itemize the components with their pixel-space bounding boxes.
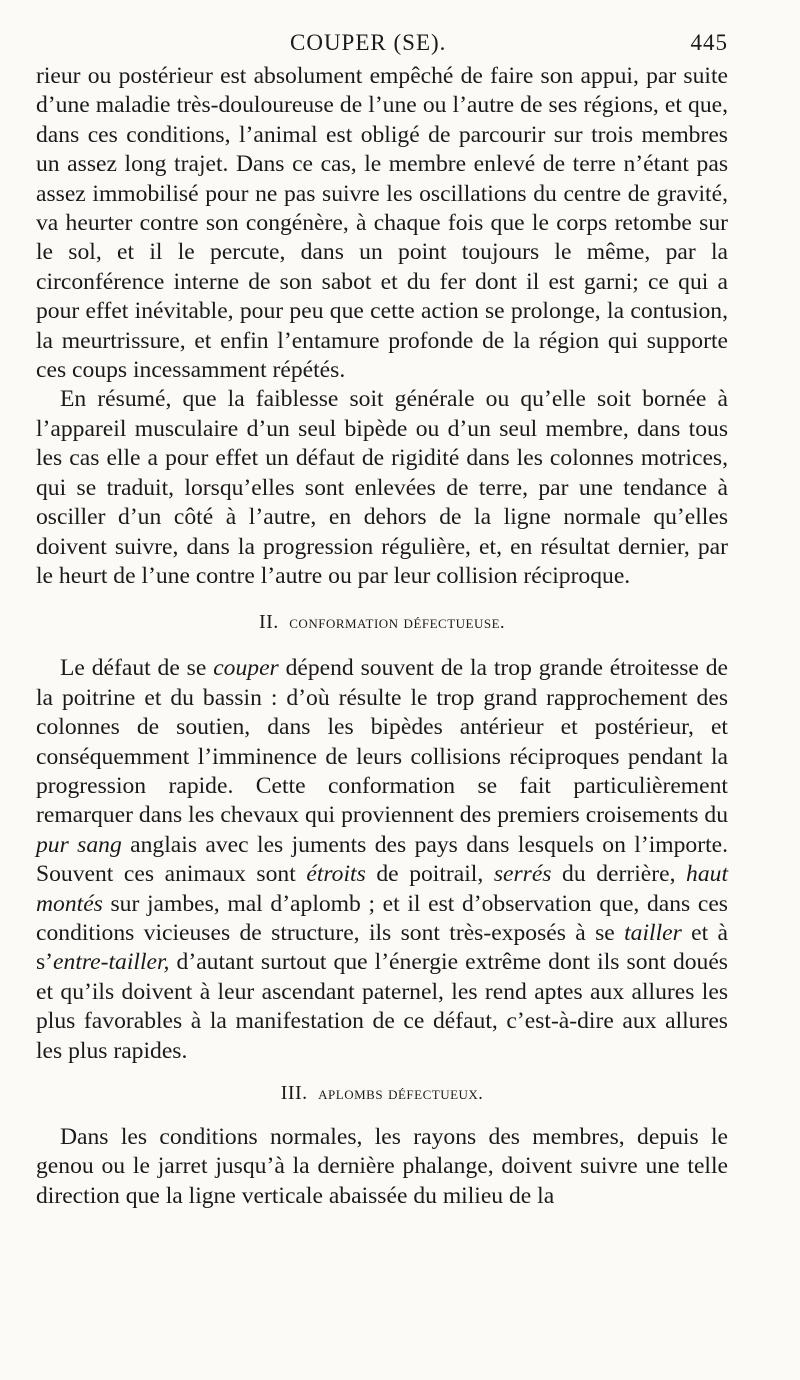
italic-term: étroits bbox=[306, 861, 366, 888]
italic-term: serrés bbox=[493, 861, 552, 888]
paragraph-aplombs: Dans les conditions normales, les rayons des membres, depuis le genou ou le jarret jusqu’à la dernière phalange, doivent suivre une telle direction que la ligne verticale abaissée du milieu de la bbox=[36, 1124, 728, 1209]
running-head bbox=[36, 28, 728, 62]
paragraph-summary: En résumé, que la faiblesse soit générale ou qu’elle soit bornée à l’appareil musculaire d’un seul bipède ou d’un seul membre, dans tous les cas elle a pour effet un défaut de rigidité dans les colonnes motrices, qui se traduit, lorsqu’elles sont enlevées de terre, par une tendance à osciller d’un côté à l’autre, en dehors de la ligne normale qu’elles doivent suivre, dans la progression régulière, et, en résultat dernier, par le heurt de l’une contre l’autre ou par leur collision réciproque. bbox=[36, 386, 728, 589]
italic-term: entre-tailler, bbox=[53, 949, 170, 976]
section-number: II. bbox=[258, 611, 279, 634]
page-body bbox=[36, 62, 728, 1211]
section-title: aplombs défectueux. bbox=[318, 1083, 484, 1103]
section-heading-conformation bbox=[36, 612, 728, 634]
book-page bbox=[36, 28, 728, 1211]
section-heading-aplombs bbox=[36, 1083, 728, 1105]
text-run: et à s’ bbox=[36, 919, 729, 976]
text-run: sur jambes, mal d’aplomb ; et il est d’observation que, dans ces conditions vicieuses de structure, ils sont très-exposés à se bbox=[36, 890, 728, 946]
page-number: 445 bbox=[690, 30, 728, 55]
text-run: Le défaut de se bbox=[60, 655, 214, 682]
italic-term: couper bbox=[213, 655, 279, 682]
text-run: de poitrail, bbox=[365, 861, 494, 888]
text-run: du derrière, bbox=[551, 861, 687, 888]
text-run: d’autant surtout que l’énergie extrême dont ils sont doués et qu’ils doivent à leur ascendant paternel, les rend aptes aux allures les plus favorables à la manifestation de ce défaut, c’est-à-dire aux allures les plus rapides. bbox=[36, 949, 728, 1064]
section-title: conformation défectueuse. bbox=[289, 612, 506, 633]
text-run: anglais avec les juments des pays dans lesquels on l’importe. Souvent ces animaux sont bbox=[36, 831, 729, 888]
paragraph-conformation bbox=[36, 654, 728, 1066]
paragraph-continued: rieur ou postérieur est absolument empêché de faire son appui, par suite d’une maladie très-douloureuse de l’une ou l’autre de ses régions, et que, dans ces conditions, l’animal est obligé de parcourir sur trois membres un assez long trajet. Dans ce cas, le membre enlevé de terre n’étant pas assez immobilisé pour ne pas suivre les oscillations du centre de gravité, va heurter contre son congénère, à chaque fois que le corps retombe sur le sol, et il le percute, dans un point toujours le même, par la circonférence interne de son sabot et du fer dont il est garni; ce qui a pour effet inévitable, pour peu que cette action se prolonge, la contusion, la meurtrissure, et enfin l’entamure profonde de la région qui supporte ces coups incessamment répétés. bbox=[36, 63, 728, 384]
text-run: dépend souvent de la trop grande étroitesse de la poitrine et du bassin : d’où résulte le trop grand rapprochement des colonnes de soutien, dans les bipèdes antérieur et postérieur, et conséquemment l’imminence de leurs collisions réciproques pendant la progression rapide. Cette conformation se fait particulièrement remarquer dans les chevaux qui proviennent des premiers croisements du bbox=[36, 655, 728, 829]
italic-term: tailler bbox=[624, 919, 682, 946]
running-title: COUPER (SE). bbox=[290, 30, 447, 55]
italic-term: pur sang bbox=[36, 831, 122, 858]
italic-term: haut montés bbox=[36, 861, 728, 917]
section-number: III. bbox=[280, 1082, 308, 1104]
